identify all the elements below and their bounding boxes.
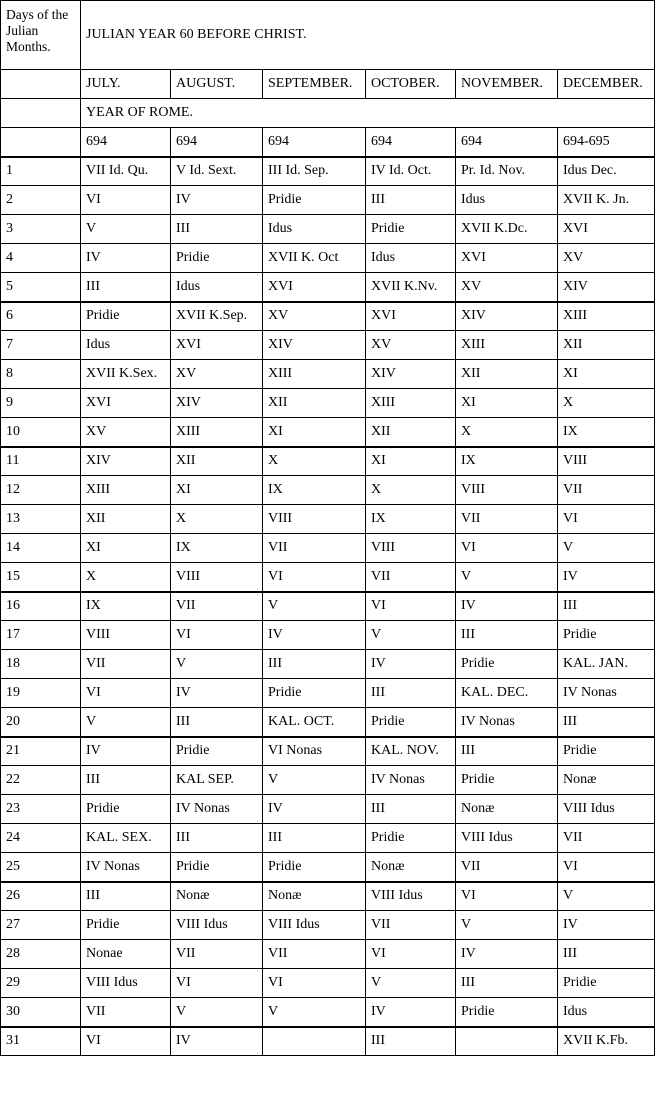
table-row xyxy=(1,824,655,853)
date-cell: IV xyxy=(81,244,171,273)
date-cell: VII xyxy=(81,998,171,1027)
day-number: 23 xyxy=(1,795,81,824)
year-cell: 694 xyxy=(171,128,263,157)
date-cell: XVI xyxy=(456,244,558,273)
date-cell: V xyxy=(171,650,263,679)
date-cell: XI xyxy=(171,476,263,505)
date-cell: KAL. OCT. xyxy=(263,708,366,737)
date-cell: VI xyxy=(456,534,558,563)
day-number: 22 xyxy=(1,766,81,795)
year-cell: 694 xyxy=(263,128,366,157)
date-cell: XIV xyxy=(558,273,655,302)
table-row xyxy=(1,157,655,186)
table-row xyxy=(1,389,655,418)
date-cell: IV xyxy=(171,186,263,215)
day-number: 24 xyxy=(1,824,81,853)
date-cell: IX xyxy=(263,476,366,505)
date-cell: XIV xyxy=(263,331,366,360)
table-row xyxy=(1,418,655,447)
empty-cell xyxy=(1,70,81,99)
date-cell: III xyxy=(558,940,655,969)
date-cell: Pridie xyxy=(263,679,366,708)
month-header: JULY. xyxy=(81,70,171,99)
title-row xyxy=(1,1,655,70)
date-cell: V xyxy=(263,592,366,621)
day-number: 12 xyxy=(1,476,81,505)
empty-cell xyxy=(1,99,81,128)
table-row xyxy=(1,882,655,911)
day-number: 27 xyxy=(1,911,81,940)
date-cell: XII xyxy=(366,418,456,447)
date-cell: V xyxy=(81,215,171,244)
table-row xyxy=(1,766,655,795)
date-cell: IX xyxy=(171,534,263,563)
day-number: 18 xyxy=(1,650,81,679)
table-row xyxy=(1,650,655,679)
date-cell: Pridie xyxy=(456,998,558,1027)
date-cell: Pridie xyxy=(456,766,558,795)
date-cell: XII xyxy=(263,389,366,418)
date-cell: Pridie xyxy=(558,969,655,998)
table-row xyxy=(1,853,655,882)
date-cell: XV xyxy=(456,273,558,302)
date-cell: VII xyxy=(171,592,263,621)
day-number: 21 xyxy=(1,737,81,766)
date-cell: XIV xyxy=(366,360,456,389)
date-cell: Pr. Id. Nov. xyxy=(456,157,558,186)
date-cell: Pridie xyxy=(558,621,655,650)
date-cell: XI xyxy=(456,389,558,418)
table-row xyxy=(1,1027,655,1056)
date-cell: Pridie xyxy=(366,824,456,853)
date-cell: IV Nonas xyxy=(366,766,456,795)
date-cell: IV xyxy=(366,998,456,1027)
day-number: 4 xyxy=(1,244,81,273)
date-cell: VI xyxy=(558,853,655,882)
date-cell: IV xyxy=(171,1027,263,1056)
year-cell: 694 xyxy=(366,128,456,157)
day-number: 15 xyxy=(1,563,81,592)
date-cell: Nonæ xyxy=(263,882,366,911)
date-cell: XVII K. Jn. xyxy=(558,186,655,215)
date-cell: XVII K.Nv. xyxy=(366,273,456,302)
date-cell: Nonæ xyxy=(366,853,456,882)
day-number: 5 xyxy=(1,273,81,302)
table-title: JULIAN YEAR 60 BEFORE CHRIST. xyxy=(81,1,655,70)
date-cell: XI xyxy=(81,534,171,563)
table-row xyxy=(1,708,655,737)
year-cell: 694 xyxy=(456,128,558,157)
year-of-rome-label-row xyxy=(1,99,655,128)
date-cell: VI xyxy=(263,969,366,998)
day-number: 2 xyxy=(1,186,81,215)
table-row xyxy=(1,360,655,389)
date-cell: Idus xyxy=(171,273,263,302)
date-cell: IV xyxy=(366,650,456,679)
date-cell: III xyxy=(81,882,171,911)
date-cell: XIII xyxy=(81,476,171,505)
date-cell: VIII xyxy=(558,447,655,476)
table-row xyxy=(1,679,655,708)
date-cell: V xyxy=(558,534,655,563)
date-cell: VII xyxy=(456,853,558,882)
date-cell: VIII Idus xyxy=(263,911,366,940)
date-cell: III xyxy=(366,795,456,824)
date-cell: XVI xyxy=(366,302,456,331)
day-number: 30 xyxy=(1,998,81,1027)
date-cell: KAL. DEC. xyxy=(456,679,558,708)
day-number: 7 xyxy=(1,331,81,360)
date-cell: XV xyxy=(81,418,171,447)
date-cell: Pridie xyxy=(366,708,456,737)
date-cell: V xyxy=(263,766,366,795)
date-cell: XVII K.Sex. xyxy=(81,360,171,389)
day-number: 25 xyxy=(1,853,81,882)
date-cell: Pridie xyxy=(456,650,558,679)
year-of-rome-row xyxy=(1,128,655,157)
date-cell: XII xyxy=(456,360,558,389)
month-header: AUGUST. xyxy=(171,70,263,99)
date-cell: VII xyxy=(456,505,558,534)
day-number: 3 xyxy=(1,215,81,244)
date-cell: VI xyxy=(366,592,456,621)
day-number: 8 xyxy=(1,360,81,389)
date-cell: VII xyxy=(263,534,366,563)
date-cell: IV xyxy=(81,737,171,766)
date-cell: III xyxy=(456,969,558,998)
date-cell: X xyxy=(456,418,558,447)
table-row xyxy=(1,534,655,563)
table-row xyxy=(1,331,655,360)
table-row xyxy=(1,273,655,302)
date-cell: XVII K.Sep. xyxy=(171,302,263,331)
date-cell: VII xyxy=(263,940,366,969)
date-cell: VI xyxy=(81,679,171,708)
date-cell: VII xyxy=(366,563,456,592)
date-cell: VII xyxy=(558,824,655,853)
date-cell: VIII xyxy=(366,534,456,563)
date-cell: XIV xyxy=(171,389,263,418)
date-cell: IV Nonas xyxy=(456,708,558,737)
date-cell: KAL. SEX. xyxy=(81,824,171,853)
date-cell: Nonæ xyxy=(558,766,655,795)
date-cell: X xyxy=(366,476,456,505)
day-number: 29 xyxy=(1,969,81,998)
table-row xyxy=(1,505,655,534)
date-cell: XIII xyxy=(263,360,366,389)
year-cell: 694 xyxy=(81,128,171,157)
date-cell: XV xyxy=(366,331,456,360)
date-cell: XII xyxy=(81,505,171,534)
date-cell: VIII Idus xyxy=(81,969,171,998)
date-cell: Pridie xyxy=(558,737,655,766)
date-cell: III xyxy=(263,824,366,853)
date-cell: III xyxy=(558,592,655,621)
date-cell: III xyxy=(81,273,171,302)
date-cell: Pridie xyxy=(263,186,366,215)
date-cell: VI xyxy=(171,969,263,998)
date-cell: VIII Idus xyxy=(366,882,456,911)
date-cell: VI xyxy=(81,186,171,215)
date-cell: IV xyxy=(558,563,655,592)
date-cell: Nonæ xyxy=(456,795,558,824)
date-cell: III xyxy=(366,186,456,215)
date-cell: IV xyxy=(263,621,366,650)
table-row xyxy=(1,244,655,273)
date-cell: Pridie xyxy=(81,795,171,824)
date-cell: KAL. NOV. xyxy=(366,737,456,766)
date-cell: Idus xyxy=(366,244,456,273)
date-cell: VII xyxy=(171,940,263,969)
date-cell xyxy=(263,1027,366,1056)
date-cell: Pridie xyxy=(81,911,171,940)
date-cell: V xyxy=(81,708,171,737)
date-cell: XVII K. Oct xyxy=(263,244,366,273)
date-cell: XI xyxy=(263,418,366,447)
date-cell: IV Nonas xyxy=(171,795,263,824)
date-cell: III xyxy=(171,708,263,737)
date-cell: X xyxy=(171,505,263,534)
day-number: 19 xyxy=(1,679,81,708)
date-cell: XVI xyxy=(263,273,366,302)
date-cell: X xyxy=(558,389,655,418)
date-cell: IV Nonas xyxy=(81,853,171,882)
table-row xyxy=(1,911,655,940)
date-cell: XV xyxy=(171,360,263,389)
date-cell: III xyxy=(456,621,558,650)
date-cell: VIII Idus xyxy=(558,795,655,824)
date-cell: X xyxy=(81,563,171,592)
month-header: NOVEMBER. xyxy=(456,70,558,99)
date-cell: Idus xyxy=(456,186,558,215)
date-cell: Pridie xyxy=(81,302,171,331)
date-cell: VII Id. Qu. xyxy=(81,157,171,186)
date-cell: XV xyxy=(558,244,655,273)
date-cell: III xyxy=(171,215,263,244)
date-cell: V xyxy=(263,998,366,1027)
date-cell: XVI xyxy=(171,331,263,360)
date-cell: XIII xyxy=(558,302,655,331)
date-cell: Pridie xyxy=(263,853,366,882)
date-cell: III xyxy=(263,650,366,679)
day-number: 10 xyxy=(1,418,81,447)
month-header: DECEMBER. xyxy=(558,70,655,99)
day-number: 11 xyxy=(1,447,81,476)
date-cell: KAL SEP. xyxy=(171,766,263,795)
date-cell: XIII xyxy=(366,389,456,418)
date-cell: Idus xyxy=(81,331,171,360)
date-cell: XVII K.Dc. xyxy=(456,215,558,244)
day-number: 31 xyxy=(1,1027,81,1056)
table-row xyxy=(1,447,655,476)
date-cell: VIII xyxy=(456,476,558,505)
year-cell: 694-695 xyxy=(558,128,655,157)
date-cell: IV xyxy=(456,592,558,621)
date-cell: IX xyxy=(456,447,558,476)
date-cell: IX xyxy=(366,505,456,534)
day-number: 16 xyxy=(1,592,81,621)
date-cell: III xyxy=(81,766,171,795)
table-row xyxy=(1,940,655,969)
date-cell: IV Nonas xyxy=(558,679,655,708)
empty-cell xyxy=(1,128,81,157)
date-cell: Pridie xyxy=(171,737,263,766)
date-cell: Pridie xyxy=(366,215,456,244)
date-cell: Idus xyxy=(263,215,366,244)
table-row xyxy=(1,795,655,824)
date-cell: VII xyxy=(366,911,456,940)
year-of-rome-label: YEAR OF ROME. xyxy=(81,99,655,128)
date-cell: X xyxy=(263,447,366,476)
date-cell: VII xyxy=(558,476,655,505)
day-number: 26 xyxy=(1,882,81,911)
date-cell: KAL. JAN. xyxy=(558,650,655,679)
table-row xyxy=(1,476,655,505)
date-cell: VI xyxy=(263,563,366,592)
table-row xyxy=(1,302,655,331)
date-cell: Nonae xyxy=(81,940,171,969)
date-cell: IX xyxy=(558,418,655,447)
date-cell: IV Id. Oct. xyxy=(366,157,456,186)
month-header: SEPTEMBER. xyxy=(263,70,366,99)
date-cell: IX xyxy=(81,592,171,621)
date-cell: IV xyxy=(263,795,366,824)
date-cell: III xyxy=(171,824,263,853)
date-cell: XI xyxy=(558,360,655,389)
table-row xyxy=(1,215,655,244)
date-cell: XII xyxy=(171,447,263,476)
day-number: 6 xyxy=(1,302,81,331)
table-row xyxy=(1,563,655,592)
date-cell: Idus Dec. xyxy=(558,157,655,186)
table-row xyxy=(1,621,655,650)
date-cell: IV xyxy=(558,911,655,940)
table-row xyxy=(1,998,655,1027)
date-cell: XIII xyxy=(171,418,263,447)
date-cell: VI xyxy=(558,505,655,534)
date-cell: VIII xyxy=(81,621,171,650)
date-cell: VIII xyxy=(263,505,366,534)
table-row xyxy=(1,969,655,998)
date-cell: VI xyxy=(81,1027,171,1056)
day-number: 20 xyxy=(1,708,81,737)
date-cell: III xyxy=(366,1027,456,1056)
date-cell: VIII Idus xyxy=(456,824,558,853)
date-cell: Idus xyxy=(558,998,655,1027)
table-row xyxy=(1,737,655,766)
date-cell: XVII K.Fb. xyxy=(558,1027,655,1056)
date-cell: VII xyxy=(81,650,171,679)
date-cell: XIII xyxy=(456,331,558,360)
date-cell: V Id. Sext. xyxy=(171,157,263,186)
corner-label: Days of the Julian Months. xyxy=(1,1,81,70)
date-cell: Nonæ xyxy=(171,882,263,911)
date-cell: XIV xyxy=(81,447,171,476)
date-cell: V xyxy=(558,882,655,911)
month-header-row xyxy=(1,70,655,99)
date-cell: V xyxy=(366,969,456,998)
date-cell: XVI xyxy=(558,215,655,244)
date-cell: V xyxy=(456,563,558,592)
month-header: OCTOBER. xyxy=(366,70,456,99)
date-cell: Pridie xyxy=(171,244,263,273)
date-cell: V xyxy=(456,911,558,940)
date-cell: XIV xyxy=(456,302,558,331)
table-row xyxy=(1,592,655,621)
date-cell: Pridie xyxy=(171,853,263,882)
day-number: 9 xyxy=(1,389,81,418)
date-cell: VIII Idus xyxy=(171,911,263,940)
date-cell: III xyxy=(366,679,456,708)
date-cell: IV xyxy=(171,679,263,708)
date-cell xyxy=(456,1027,558,1056)
date-cell: III xyxy=(558,708,655,737)
date-cell: V xyxy=(171,998,263,1027)
date-cell: XI xyxy=(366,447,456,476)
date-cell: VI Nonas xyxy=(263,737,366,766)
date-cell: IV xyxy=(456,940,558,969)
day-number: 17 xyxy=(1,621,81,650)
date-cell: III xyxy=(456,737,558,766)
date-cell: VIII xyxy=(171,563,263,592)
table-row xyxy=(1,186,655,215)
date-cell: VI xyxy=(456,882,558,911)
date-cell: XII xyxy=(558,331,655,360)
date-cell: XVI xyxy=(81,389,171,418)
day-number: 28 xyxy=(1,940,81,969)
date-cell: XV xyxy=(263,302,366,331)
day-number: 1 xyxy=(1,157,81,186)
day-number: 13 xyxy=(1,505,81,534)
date-cell: V xyxy=(366,621,456,650)
date-cell: VI xyxy=(366,940,456,969)
date-cell: III Id. Sep. xyxy=(263,157,366,186)
day-number: 14 xyxy=(1,534,81,563)
date-cell: VI xyxy=(171,621,263,650)
